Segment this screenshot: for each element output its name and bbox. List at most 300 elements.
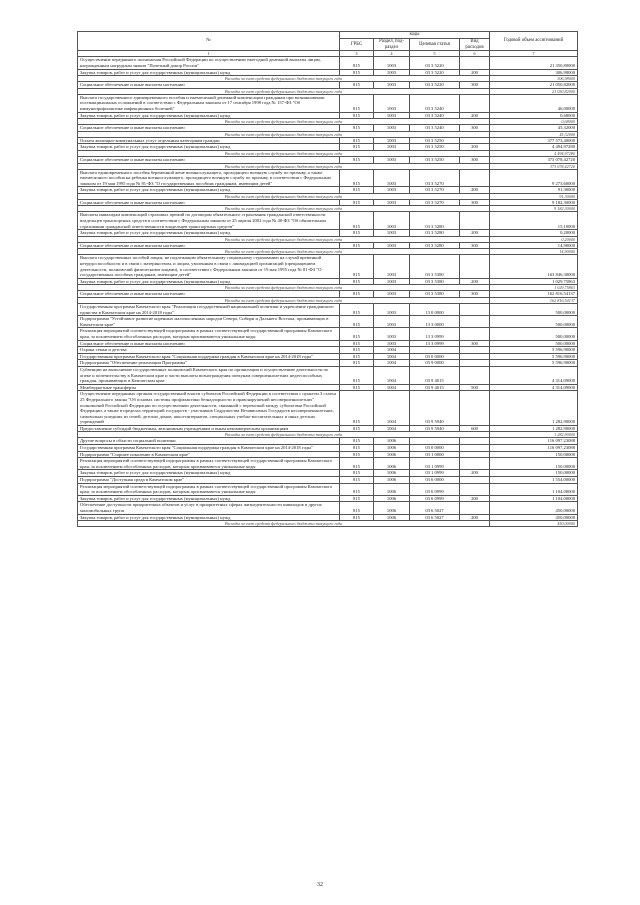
grbs-cell: 815	[340, 340, 374, 347]
expense-type-cell: 200	[460, 495, 490, 502]
item-name-cell: Закупка товаров, работ и услуг для государственных (муниципальных) нужд	[78, 144, 340, 151]
amount-cell: 21 350,80000	[490, 57, 578, 69]
table-row	[78, 169, 578, 187]
expense-type-cell	[460, 391, 490, 426]
funding-source-label: Расходы за счет средств федерального бюджета текущего года	[78, 432, 490, 438]
section-cell: 1006	[374, 445, 410, 452]
target-article-cell: 03 3 5270	[410, 169, 460, 187]
grbs-cell: 815	[340, 199, 374, 206]
grbs-cell: 815	[340, 451, 374, 458]
expense-type-cell: 200	[460, 144, 490, 151]
amount-cell: 0,20000	[490, 236, 578, 242]
target-article-cell: 03 6 0999	[410, 495, 460, 502]
amount-cell: 9 182,30000	[490, 199, 578, 206]
section-cell: 1003	[374, 57, 410, 69]
grbs-cell: 815	[340, 438, 374, 445]
target-article-cell: 03 3 5220	[410, 82, 460, 89]
document-page	[77, 31, 577, 527]
item-name-cell: Оплата жилищно-коммунальных услуг отдельным категориям граждан	[78, 137, 340, 144]
expense-type-cell	[460, 451, 490, 458]
grbs-cell: 815	[340, 384, 374, 391]
item-name-cell: Социальное обеспечение и иные выплаты населению	[78, 156, 340, 163]
target-article-cell: 03 0 0000	[410, 353, 460, 360]
grbs-cell: 815	[340, 502, 374, 514]
item-name-cell: Подпрограмма "Старшее поколение в Камчатском крае"	[78, 451, 340, 458]
funding-source-label: Расходы за счет средств федерального бюджета текущего года	[78, 88, 490, 94]
grbs-cell: 815	[340, 470, 374, 477]
amount-cell: 1 029,75863	[490, 278, 578, 285]
table-row	[78, 483, 578, 495]
amount-cell: 150,00000	[490, 458, 578, 470]
funding-source-label: Расходы за счет средств федерального бюджета текущего года	[78, 298, 490, 304]
amount-cell: 1 282,90000	[490, 432, 578, 438]
amount-cell: 9 273,60000	[490, 169, 578, 187]
item-name-cell: Выплаты инвалидам компенсаций страховых премий по договорам обязательного страхования гражданской ответственности владельцев транспортных средств в соответствии с Федеральным законом от 25 апреля 2002 года № 40-ФЗ "Об обязательном страховании гражданской ответственности владельцев транспортных средств"	[78, 212, 340, 230]
amount-cell: 500,00000	[490, 316, 578, 328]
amount-cell: 450,00000	[490, 514, 578, 521]
item-name-cell: Подпрограмма "Обеспечение реализации Программы"	[78, 360, 340, 367]
section-cell: 1006	[374, 514, 410, 521]
target-article-cell	[410, 438, 460, 445]
section-cell: 1003	[374, 242, 410, 249]
expense-type-cell	[460, 438, 490, 445]
section-cell: 1004	[374, 360, 410, 367]
expense-type-cell: 200	[460, 470, 490, 477]
table-row	[78, 255, 578, 278]
expense-type-cell	[460, 360, 490, 367]
amount-cell: 0,68000	[490, 119, 578, 125]
expense-type-cell: 300	[460, 199, 490, 206]
table-row	[78, 212, 578, 230]
amount-cell: 116 097,23088	[490, 445, 578, 452]
target-article-cell: 03 3 5220	[410, 69, 460, 76]
table-row	[78, 391, 578, 426]
grbs-cell: 815	[340, 347, 374, 354]
item-name-cell: Реализация мероприятий соответствующей подпрограммы в рамках соответствующей государственной программы Камчатского края, за исключением обособленных расходов, которым присваиваются уникальные коды	[78, 458, 340, 470]
column-number: 6	[460, 51, 490, 57]
table-row	[78, 384, 578, 391]
amount-cell: 1 104,00000	[490, 495, 578, 502]
amount-cell: 14,90000	[490, 249, 578, 255]
amount-cell: 150,00000	[490, 451, 578, 458]
grbs-cell: 815	[340, 514, 374, 521]
table-row	[78, 304, 578, 316]
expense-type-cell: 200	[460, 187, 490, 194]
section-cell: 1003	[374, 291, 410, 298]
target-article-cell: 13 3 0999	[410, 328, 460, 340]
table-body	[78, 57, 578, 527]
grbs-cell: 815	[340, 483, 374, 495]
table-row	[78, 514, 578, 521]
expense-type-cell	[460, 316, 490, 328]
target-article-cell: 03 1 0999	[410, 470, 460, 477]
item-name-cell: Выплата государственных пособий лицам, не подлежащим обязательному социальному страхованию на случай временной нетрудоспособности и в связи с материнством, и лицам, уволенным в связи с ликвидацией организаций (прекращением деятельности, полномочий физическими лицами), в соответствии с Федеральным законом от 19 мая 1995 года № 81-ФЗ "О государственных пособиях гражданам, имеющим детей"	[78, 255, 340, 278]
grbs-cell: 815	[340, 212, 374, 230]
amount-cell: 162 816,54137	[490, 298, 578, 304]
item-name-cell: Социальное обеспечение и иные выплаты населению	[78, 340, 340, 347]
funding-source-label: Расходы за счет средств федерального бюджета текущего года	[78, 150, 490, 156]
grbs-cell: 815	[340, 360, 374, 367]
funding-source-label: Расходы за счет средств федерального бюджета текущего года	[78, 76, 490, 82]
target-article-cell: 03 9 5940	[410, 425, 460, 432]
target-article-cell: 03 9 4015	[410, 384, 460, 391]
grbs-cell: 815	[340, 144, 374, 151]
expense-type-cell	[460, 477, 490, 484]
target-article-cell: 03 6 5027	[410, 502, 460, 514]
expense-type-cell: 200	[460, 112, 490, 119]
grbs-cell: 815	[340, 391, 374, 426]
grbs-cell: 815	[340, 242, 374, 249]
item-name-cell: Осуществление переданных органам государственной власти субъектов Российской Федерации в соответствии с пунктом 3 статьи 25 Федерального закона "Об основах системы профилактики безнадзорности и правонарушений несовершеннолетних" полномочий Российской Федерации по осуществлению деятельности, связанной с перевозкой между субъектами Российской Федерации, а также в пределах территорий государств - участников Содружества Независимых Государств несовершеннолетних, самовольно ушедших из семей, детских домов, школ-интернатов, специальных учебно-воспитательных и иных детских учреждений	[78, 391, 340, 426]
grbs-cell: 815	[340, 477, 374, 484]
amount-cell: 5 596,90000	[490, 360, 578, 367]
amount-cell: 450,00000	[490, 521, 578, 527]
target-article-cell: 03 3 5280	[410, 212, 460, 230]
funding-source-label: Расходы за счет средств федерального бюджета текущего года	[78, 193, 490, 199]
target-article-cell: 03 3 5380	[410, 278, 460, 285]
item-name-cell: Социальное обеспечение и иные выплаты населению	[78, 291, 340, 298]
amount-cell: 21 050,82000	[490, 82, 578, 89]
expense-type-cell: 200	[460, 278, 490, 285]
expense-type-cell: 300	[460, 291, 490, 298]
table-row	[78, 470, 578, 477]
target-article-cell: 13 3 0999	[410, 340, 460, 347]
amount-cell: 4 494,97280	[490, 150, 578, 156]
header-grbs: ГРБС	[340, 38, 374, 51]
column-number: 3	[340, 51, 374, 57]
grbs-cell: 815	[340, 278, 374, 285]
section-cell: 1004	[374, 366, 410, 384]
grbs-cell: 815	[340, 230, 374, 237]
section-cell: 1004	[374, 425, 410, 432]
section-cell: 1004	[374, 384, 410, 391]
amount-cell: 163 846,30000	[490, 255, 578, 278]
table-row	[78, 199, 578, 206]
section-cell: 1004	[374, 353, 410, 360]
table-row	[78, 425, 578, 432]
grbs-cell: 815	[340, 366, 374, 384]
grbs-cell: 815	[340, 156, 374, 163]
table-row	[78, 451, 578, 458]
target-article-cell: 03 0 0000	[410, 445, 460, 452]
amount-cell: 306,98000	[490, 76, 578, 82]
expense-type-cell	[460, 94, 490, 112]
target-article-cell: 03 3 5380	[410, 291, 460, 298]
amount-cell: 1 282,90000	[490, 391, 578, 426]
target-article-cell: 03 3 5270	[410, 199, 460, 206]
item-name-cell: Социальное обеспечение и иные выплаты населению	[78, 125, 340, 132]
amount-cell: 15,10000	[490, 212, 578, 230]
target-article-cell: 03 3 5240	[410, 94, 460, 112]
expense-type-cell	[460, 458, 490, 470]
expense-type-cell	[460, 366, 490, 384]
table-row	[78, 328, 578, 340]
grbs-cell: 815	[340, 445, 374, 452]
budget-table	[77, 31, 578, 527]
expense-type-cell: 200	[460, 230, 490, 237]
expense-type-cell	[460, 169, 490, 187]
grbs-cell: 815	[340, 425, 374, 432]
table-row	[78, 112, 578, 119]
item-name-cell: Субвенции на выполнение государственных полномочий Камчатского края по организации и осуществлению деятельности по опеке и попечительству в Камчатском крае и части выплаты вознаграждения опекунам совершеннолетних недееспособных граждан, проживающих в Камчатском крае	[78, 366, 340, 384]
target-article-cell: 03 3 5220	[410, 57, 460, 69]
target-article-cell: 03 3 5240	[410, 112, 460, 119]
table-row	[78, 445, 578, 452]
amount-cell: 4 314,09000	[490, 384, 578, 391]
target-article-cell: 03 3 5280	[410, 230, 460, 237]
grbs-cell: 815	[340, 291, 374, 298]
item-name-cell: Социальное обеспечение и иные выплаты населению	[78, 199, 340, 206]
amount-cell: 162 816,54137	[490, 291, 578, 298]
table-row	[78, 82, 578, 89]
amount-cell: 373 078,42720	[490, 163, 578, 169]
column-number: 7	[490, 51, 578, 57]
item-name-cell: Закупка товаров, работ и услуг для государственных (муниципальных) нужд	[78, 278, 340, 285]
target-article-cell: 03 3 5250	[410, 144, 460, 151]
amount-cell: 1 029,75863	[490, 285, 578, 291]
item-name-cell: Закупка товаров, работ и услуг для государственных (муниципальных) нужд	[78, 187, 340, 194]
section-cell: 1006	[374, 458, 410, 470]
funding-source-label: Расходы за счет средств федерального бюджета текущего года	[78, 249, 490, 255]
amount-cell: 150,00000	[490, 470, 578, 477]
target-article-cell: 03 3 5280	[410, 242, 460, 249]
expense-type-cell: 300	[460, 340, 490, 347]
expense-type-cell: 500	[460, 384, 490, 391]
grbs-cell: 815	[340, 316, 374, 328]
item-name-cell: Реализация мероприятий соответствующей подпрограммы в рамках соответствующей государственной программы Камчатского края, за исключением обособленных расходов, которым присваиваются уникальные коды	[78, 328, 340, 340]
section-cell: 1006	[374, 483, 410, 495]
section-cell: 1006	[374, 451, 410, 458]
table-row	[78, 187, 578, 194]
table-row	[78, 360, 578, 367]
item-name-cell: Закупка товаров, работ и услуг для государственных (муниципальных) нужд	[78, 69, 340, 76]
funding-source-label: Расходы за счет средств федерального бюджета текущего года	[78, 285, 490, 291]
section-cell: 1003	[374, 82, 410, 89]
amount-cell: 1 104,00000	[490, 483, 578, 495]
amount-cell: 9 182,30000	[490, 206, 578, 212]
target-article-cell: 03 1 0000	[410, 451, 460, 458]
header-section: Раздел, под-раздел	[374, 38, 410, 51]
expense-type-cell	[460, 304, 490, 316]
grbs-cell: 815	[340, 125, 374, 132]
item-name-cell: Межбюджетные трансферты	[78, 384, 340, 391]
item-name-cell: Другие вопросы в области социальной политики	[78, 438, 340, 445]
amount-cell: 91,30000	[490, 187, 578, 194]
target-article-cell: 03 3 5270	[410, 187, 460, 194]
expense-type-cell: 300	[460, 82, 490, 89]
grbs-cell: 815	[340, 304, 374, 316]
grbs-cell: 815	[340, 495, 374, 502]
table-row	[78, 230, 578, 237]
item-name-cell: Социальное обеспечение и иные выплаты населению	[78, 82, 340, 89]
item-name-cell: Предоставление субсидий бюджетным, автономным учреждениям и иным некоммерческим организациям	[78, 425, 340, 432]
item-name-cell: Государственная программа Камчатского края "Социальная поддержка граждан в Камчатском крае на 2014-2018 годы"	[78, 445, 340, 452]
grbs-cell: 815	[340, 82, 374, 89]
table-row	[78, 291, 578, 298]
item-name-cell: Реализация мероприятий соответствующей подпрограммы в рамках соответствующей государственной программы Камчатского края, за исключением обособленных расходов, которым присваиваются уникальные коды	[78, 483, 340, 495]
expense-type-cell: 200	[460, 514, 490, 521]
target-article-cell: 03 9 5940	[410, 391, 460, 426]
header-no: №	[78, 32, 340, 51]
item-name-cell: Выплата государственного единовременного пособия и ежемесячной денежной компенсации гражданам при возникновении поствакцинальных осложнений в соответствии с Федеральным законом от 17 сентября 1998 года № 157-ФЗ "Об иммунопрофилактике инфекционных болезней"	[78, 94, 340, 112]
table-row	[78, 495, 578, 502]
item-name-cell: Охрана семьи и детства	[78, 347, 340, 354]
target-article-cell: 03 6 0000	[410, 477, 460, 484]
section-cell: 1006	[374, 470, 410, 477]
section-cell: 1003	[374, 112, 410, 119]
grbs-cell: 815	[340, 255, 374, 278]
table-row	[78, 340, 578, 347]
item-name-cell: Государственная программа Камчатского края "Реализация государственной национальной политики и укрепление гражданского единства в Камчатском крае на 2014-2018 годы"	[78, 304, 340, 316]
expense-type-cell	[460, 57, 490, 69]
table-row	[78, 137, 578, 144]
target-article-cell: 03 9 4015	[410, 366, 460, 384]
section-cell: 1006	[374, 502, 410, 514]
grbs-cell: 815	[340, 69, 374, 76]
funding-source-label: Расходы за счет средств федерального бюджета текущего года	[78, 163, 490, 169]
amount-cell: 1 554,00000	[490, 477, 578, 484]
target-article-cell: 03 6 0999	[410, 483, 460, 495]
expense-type-cell	[460, 353, 490, 360]
funding-source-label: Расходы за счет средств федерального бюджета текущего года	[78, 131, 490, 137]
item-name-cell: Закупка товаров, работ и услуг для государственных (муниципальных) нужд	[78, 514, 340, 521]
item-name-cell: Обеспечение доступности приоритетных объектов и услуг в приоритетных сферах жизнедеятельности инвалидов и других маломобильных групп	[78, 502, 340, 514]
section-cell: 1003	[374, 212, 410, 230]
grbs-cell: 815	[340, 187, 374, 194]
item-name-cell: Государственная программа Камчатского края "Социальная поддержка граждан в Камчатском крае на 2014-2018 годы"	[78, 353, 340, 360]
table-header	[78, 32, 578, 57]
target-article-cell: 03 3 5250	[410, 137, 460, 144]
table-row	[78, 156, 578, 163]
table-row	[78, 242, 578, 249]
section-cell: 1003	[374, 278, 410, 285]
grbs-cell: 815	[340, 137, 374, 144]
section-cell: 1003	[374, 156, 410, 163]
grbs-cell: 815	[340, 57, 374, 69]
grbs-cell: 815	[340, 169, 374, 187]
header-expense: Вид расходов	[460, 38, 490, 51]
section-cell: 1006	[374, 495, 410, 502]
section-cell: 1003	[374, 137, 410, 144]
target-article-cell: 13 3 0000	[410, 316, 460, 328]
amount-cell: 377 573,40000	[490, 137, 578, 144]
amount-cell: 4 314,09000	[490, 366, 578, 384]
column-number: 1	[78, 51, 340, 57]
table-row	[78, 353, 578, 360]
amount-cell: 5 596,90000	[490, 347, 578, 354]
expense-type-cell	[460, 212, 490, 230]
expense-type-cell: 300	[460, 156, 490, 163]
target-article-cell: 03 3 5240	[410, 125, 460, 132]
table-row	[78, 94, 578, 112]
expense-type-cell: 300	[460, 242, 490, 249]
expense-type-cell	[460, 255, 490, 278]
section-cell: 1004	[374, 391, 410, 426]
amount-cell: 373 078,42720	[490, 156, 578, 163]
table-row	[78, 477, 578, 484]
funding-source-row	[78, 521, 578, 527]
funding-source-label: Расходы за счет средств федерального бюджета текущего года	[78, 521, 490, 527]
amount-cell: 46,00000	[490, 94, 578, 112]
target-article-cell: 03 3 5380	[410, 255, 460, 278]
section-cell: 1003	[374, 94, 410, 112]
section-cell: 1003	[374, 255, 410, 278]
amount-cell: 306,98000	[490, 69, 578, 76]
amount-cell: 500,00000	[490, 340, 578, 347]
target-article-cell: 03 9 0000	[410, 360, 460, 367]
funding-source-label: Расходы за счет средств федерального бюджета текущего года	[78, 119, 490, 125]
amount-cell: 500,00000	[490, 304, 578, 316]
amount-cell: 0,20000	[490, 230, 578, 237]
item-name-cell: Закупка товаров, работ и услуг для государственных (муниципальных) нужд	[78, 230, 340, 237]
header-codes: коды	[340, 32, 490, 39]
table-row	[78, 502, 578, 514]
target-article-cell: 03 3 5250	[410, 156, 460, 163]
table-row	[78, 144, 578, 151]
grbs-cell: 815	[340, 112, 374, 119]
target-article-cell: 03 6 5027	[410, 514, 460, 521]
table-row	[78, 69, 578, 76]
column-number: 5	[410, 51, 460, 57]
section-cell: 1003	[374, 125, 410, 132]
section-cell: 1003	[374, 187, 410, 194]
funding-source-label: Расходы за счет средств федерального бюджета текущего года	[78, 236, 490, 242]
section-cell: 1003	[374, 328, 410, 340]
item-name-cell: Осуществление переданного полномочия Российской Федерации по осуществлению ежегодной денежной выплаты лицам, награжденным нагрудным знаком "Почетный донор России"	[78, 57, 340, 69]
item-name-cell: Выплата единовременного пособия беременной жене военнослужащего, проходящего военную службу по призыву, а также ежемесячного пособия на ребенка военнослужащего, проходящего военную службу по призыву, в соответствии с Федеральным законом от 19 мая 1995 года № 81-ФЗ "О государственных пособиях гражданам, имеющим детей"	[78, 169, 340, 187]
expense-type-cell	[460, 502, 490, 514]
section-cell: 1003	[374, 69, 410, 76]
column-number: 4	[374, 51, 410, 57]
item-name-cell: Социальное обеспечение и иные выплаты населению	[78, 242, 340, 249]
grbs-cell: 815	[340, 94, 374, 112]
amount-cell: 4 494,97280	[490, 144, 578, 151]
header-annual: Годовой объем ассигнований	[490, 32, 578, 51]
expense-type-cell: 600	[460, 425, 490, 432]
table-row	[78, 57, 578, 69]
target-article-cell: 13 0 0000	[410, 304, 460, 316]
target-article-cell: 03 1 0999	[410, 458, 460, 470]
amount-cell: 5 596,90000	[490, 353, 578, 360]
expense-type-cell: 300	[460, 125, 490, 132]
table-row	[78, 278, 578, 285]
section-cell: 1003	[374, 316, 410, 328]
grbs-cell: 815	[340, 353, 374, 360]
table-row	[78, 125, 578, 132]
amount-cell: 45,32000	[490, 125, 578, 132]
section-cell: 1006	[374, 438, 410, 445]
header-target: Целевая статья	[410, 38, 460, 51]
expense-type-cell	[460, 445, 490, 452]
table-row	[78, 316, 578, 328]
section-cell: 1003	[374, 169, 410, 187]
funding-source-label: Расходы за счет средств федерального бюджета текущего года	[78, 206, 490, 212]
table-row	[78, 347, 578, 354]
amount-cell: 0,68000	[490, 112, 578, 119]
item-name-cell: Подпрограмма "Доступная среда в Камчатском крае"	[78, 477, 340, 484]
section-cell: 1003	[374, 144, 410, 151]
item-name-cell: Подпрограмма "Устойчивое развитие коренных малочисленных народов Севера, Сибири и Дальнего Востока, проживающих в Камчатском крае"	[78, 316, 340, 328]
page-number: 32	[317, 882, 323, 888]
item-name-cell: Закупка товаров, работ и услуг для государственных (муниципальных) нужд	[78, 470, 340, 477]
amount-cell: 91,30000	[490, 193, 578, 199]
section-cell: 1004	[374, 347, 410, 354]
item-name-cell: Закупка товаров, работ и услуг для государственных (муниципальных) нужд	[78, 112, 340, 119]
expense-type-cell	[460, 328, 490, 340]
section-cell: 1003	[374, 199, 410, 206]
expense-type-cell	[460, 347, 490, 354]
amount-cell: 116 097,23088	[490, 438, 578, 445]
